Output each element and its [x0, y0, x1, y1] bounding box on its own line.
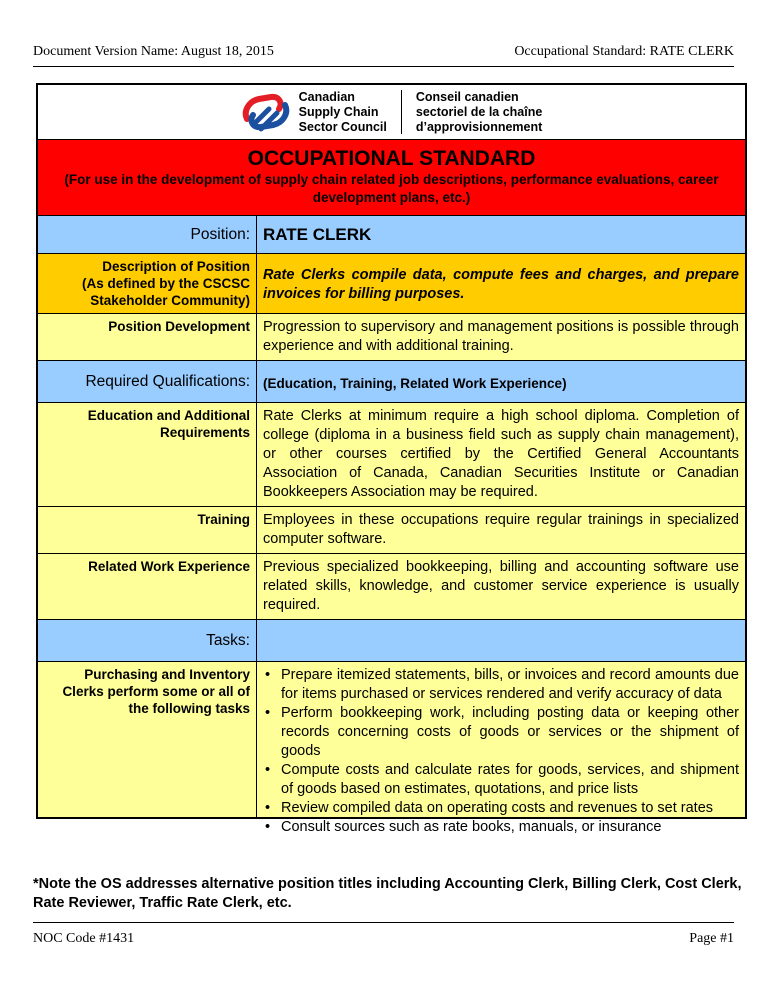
logo-text-english: [299, 90, 387, 135]
document-title: OCCUPATIONAL STANDARD: [247, 147, 536, 170]
tasks-header-label: Tasks:: [38, 620, 257, 661]
logo-fr-line1: Conseil canadien: [415, 89, 519, 104]
logo-en-line2: Supply Chain: [298, 104, 379, 119]
description-label: [38, 254, 257, 313]
training-label: Training: [38, 507, 257, 553]
training-value: Employees in these occupations require regular trainings in specialized computer software.: [263, 512, 739, 547]
document-subtitle: (For use in the development of supply chain related job descriptions, performance evaluations, career development plans, etc.): [64, 172, 719, 205]
header-version: Document Version Name: August 18, 2015: [33, 44, 274, 59]
logo-en-line3: Sector Council: [298, 119, 387, 134]
logo-divider: [401, 90, 402, 134]
development-value: Progression to supervisory and management positions is possible through experience and with additional training.: [263, 319, 739, 354]
required-label: Required Qualifications:: [38, 361, 257, 402]
description-row: [38, 253, 745, 313]
education-label: Education and Additional Requirements: [38, 403, 257, 506]
description-label-line1: Description of Position: [102, 259, 250, 274]
header-standard: Occupational Standard: RATE CLERK: [514, 44, 734, 59]
tasks-list: [263, 666, 739, 837]
logo-fr-line2: sectoriel de la chaîne: [415, 104, 543, 119]
required-value: (Education, Training, Related Work Experience): [263, 376, 567, 391]
tasks-label: Purchasing and Inventory Clerks perform some or all of the following tasks: [38, 662, 257, 817]
task-item: • Review compiled data on operating costs and revenues to set rates: [281, 799, 739, 818]
cscsc-logo: [241, 89, 543, 135]
position-row: [38, 215, 745, 253]
description-value: Rate Clerks compile data, compute fees and charges, and prepare invoices for billing purposes.: [263, 267, 739, 302]
experience-value: Previous specialized bookkeeping, billing and accounting software use related skills, knowledge, and customer service experience is usually required.: [263, 559, 739, 613]
logo-text-french: [416, 90, 542, 135]
header-rule: [33, 66, 734, 67]
tasks-header-row: [38, 619, 745, 661]
standard-table: [36, 83, 747, 835]
logo-row: [38, 85, 745, 139]
task-item: • Perform bookkeeping work, including posting data or keeping other records concerning costs of goods or services or the shipment of goods: [281, 704, 739, 761]
position-label: Position:: [38, 216, 257, 253]
experience-row: [38, 553, 745, 619]
required-row: [38, 360, 745, 402]
tasks-list-cell: [257, 662, 745, 835]
logo-fr-line3: d’approvisionnement: [415, 119, 543, 134]
task-item: • Prepare itemized statements, bills, or invoices and record amounts due for items purchased or services rendered and verify accuracy of data: [281, 666, 739, 704]
education-value: Rate Clerks at minimum require a high school diploma. Completion of college (diploma in a business field such as supply chain management), or other courses certified by the Certified General Accountants Association of Canada, Canadian Securities Institute or Canadian Bookkeepers Association may be required.: [263, 408, 739, 500]
cscsc-logo-icon: [241, 89, 291, 135]
task-item: • Compute costs and calculate rates for goods, services, and shipment of goods based on estimates, quotations, and price lists: [281, 761, 739, 799]
tasks-header-value: [257, 620, 745, 661]
experience-label: Related Work Experience: [38, 554, 257, 619]
title-row: [38, 139, 745, 215]
footer-noc-code: NOC Code #1431: [33, 931, 135, 946]
development-row: [38, 313, 745, 360]
task-item: • Consult sources such as rate books, manuals, or insurance: [281, 818, 739, 837]
logo-en-line1: Canadian: [298, 89, 355, 104]
development-label: Position Development: [38, 314, 257, 360]
training-row: [38, 506, 745, 553]
position-value: RATE CLERK: [263, 225, 372, 244]
footer-rule: [33, 922, 734, 923]
footer-page-number: Page #1: [689, 931, 734, 946]
description-label-line2: (As defined by the CSCSC Stakeholder Community): [81, 276, 250, 308]
education-row: [38, 402, 745, 506]
tasks-row: [38, 661, 745, 835]
alternative-titles-note: *Note the OS addresses alternative position titles including Accounting Clerk, Billing Clerk, Cost Clerk, Rate Reviewer, Traffic Rate Clerk, etc.: [33, 876, 742, 911]
